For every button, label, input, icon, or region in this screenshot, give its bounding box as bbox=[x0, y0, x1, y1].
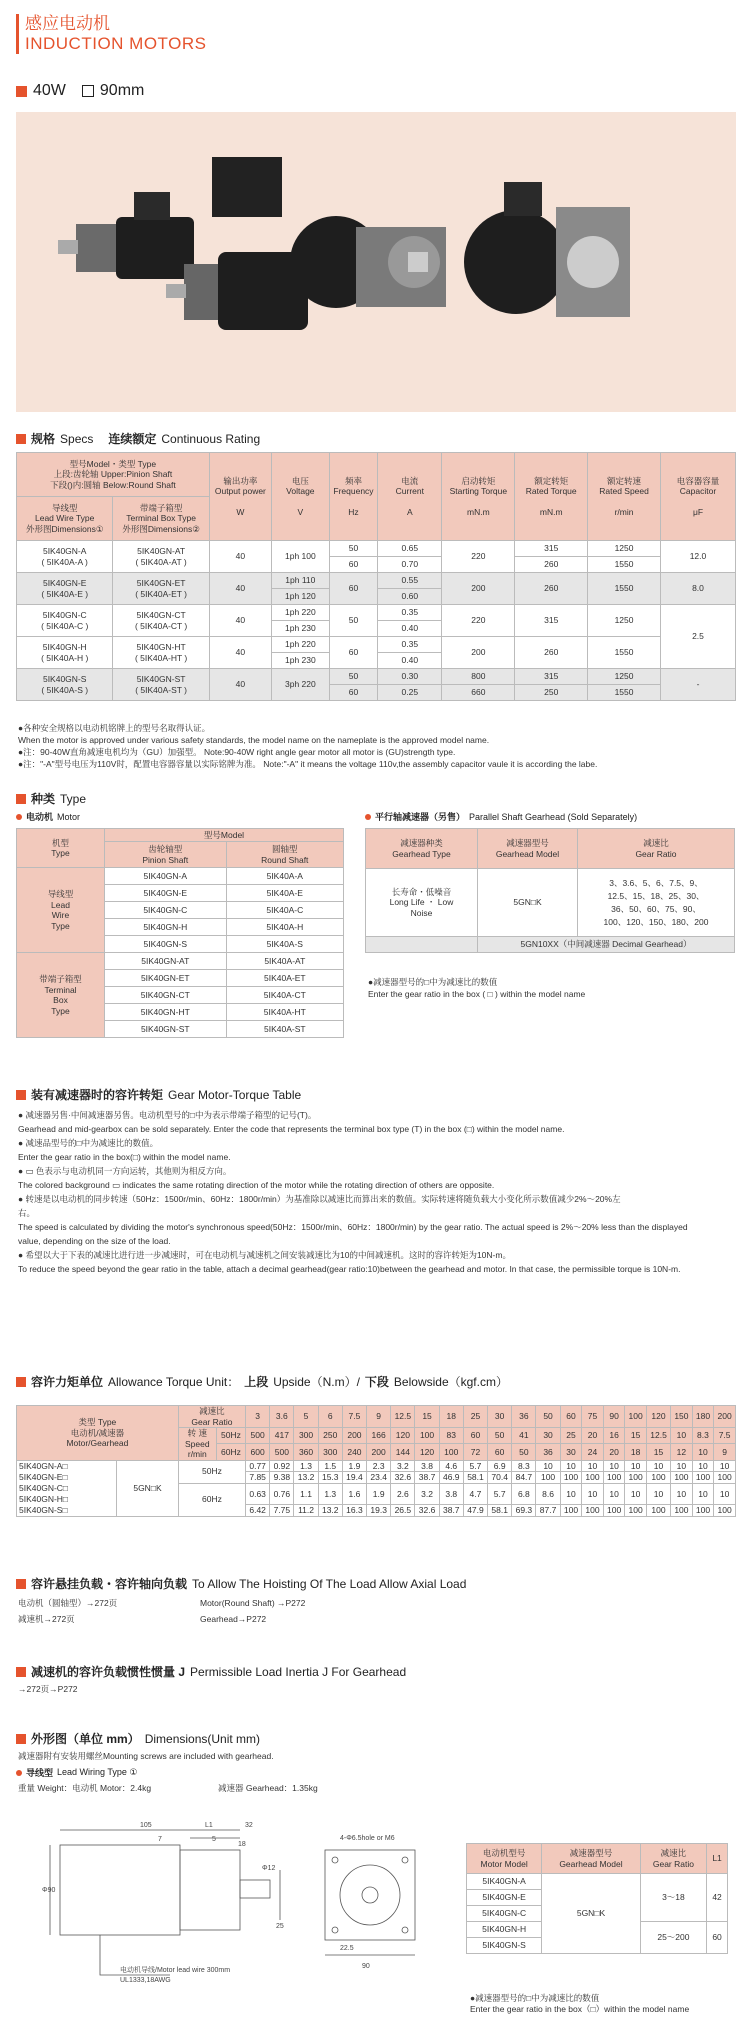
motor-image-4 bbox=[464, 182, 630, 317]
s60-cell: 144 bbox=[391, 1444, 415, 1460]
r1-cell: 3.2 bbox=[391, 1460, 415, 1472]
s60-cell: 15 bbox=[646, 1444, 670, 1460]
r2-cell: 100 bbox=[536, 1472, 560, 1484]
spec-head-freq: 频率 Frequency Hz bbox=[329, 453, 377, 541]
r3-cell: 6.8 bbox=[512, 1483, 536, 1505]
s60-cell: 12 bbox=[671, 1444, 693, 1460]
r1-cell: 10 bbox=[671, 1460, 693, 1472]
spec-head-model: 型号Model・类型 Type 上段:齿轮轴 Upper:Pinion Shaft 下段()内:圆轴 Below:Round Shaft bbox=[17, 453, 210, 497]
s50-cell: 500 bbox=[246, 1428, 270, 1444]
inertia-link: →272页→P272 bbox=[18, 1684, 78, 1694]
r1-cell: 10 bbox=[536, 1460, 560, 1472]
dimension-drawing bbox=[40, 1810, 460, 2010]
ratios-cell: 12.5 bbox=[391, 1406, 415, 1428]
s50-cell: 50 bbox=[488, 1428, 512, 1444]
spec-subtitle-en: Continuous Rating bbox=[161, 431, 261, 446]
motor-images bbox=[16, 112, 736, 412]
r2-cell: 46.9 bbox=[439, 1472, 463, 1484]
s60-cell: 18 bbox=[625, 1444, 647, 1460]
s50-cell: 15 bbox=[625, 1428, 647, 1444]
product-photo bbox=[16, 112, 736, 412]
r4-cell: 87.7 bbox=[536, 1505, 560, 1517]
s50-cell: 16 bbox=[603, 1428, 625, 1444]
r1-cell: 10 bbox=[625, 1460, 647, 1472]
s50-cell: 7.5 bbox=[714, 1428, 736, 1444]
s60-cell: 240 bbox=[342, 1444, 366, 1460]
motor-subheading: 电动机 Motor bbox=[16, 810, 80, 823]
dim-32-label: 32 bbox=[245, 1822, 253, 1829]
bullet-icon bbox=[365, 814, 371, 820]
s50-cell: 250 bbox=[318, 1428, 342, 1444]
ratios-cell: 36 bbox=[512, 1406, 536, 1428]
s60-cell: 500 bbox=[270, 1444, 294, 1460]
title-en: INDUCTION MOTORS bbox=[25, 34, 207, 53]
dim-l1-label: L1 bbox=[205, 1822, 213, 1829]
s60-cell: 60 bbox=[488, 1444, 512, 1460]
r2-cell: 13.2 bbox=[294, 1472, 318, 1484]
r3-cell: 1.3 bbox=[318, 1483, 342, 1505]
r1-cell: 10 bbox=[603, 1460, 625, 1472]
lead-type-subheading: 导线型 Lead Wiring Type ① bbox=[16, 1766, 137, 1779]
spec-head-voltage: 电压 Voltage V bbox=[271, 453, 329, 541]
r2-cell: 38.7 bbox=[415, 1472, 439, 1484]
r3-cell: 10 bbox=[714, 1483, 736, 1505]
s60-cell: 20 bbox=[603, 1444, 625, 1460]
r4-cell: 26.5 bbox=[391, 1505, 415, 1517]
r2-cell: 32.6 bbox=[391, 1472, 415, 1484]
r1-cell: 10 bbox=[714, 1460, 736, 1472]
r2-cell: 58.1 bbox=[463, 1472, 487, 1484]
spec-head-cap: 电容器容量 Capacitor μF bbox=[660, 453, 735, 541]
section-square-icon bbox=[16, 1579, 26, 1589]
r1-cell: 10 bbox=[560, 1460, 582, 1472]
r3-cell: 2.6 bbox=[391, 1483, 415, 1505]
r2-cell: 100 bbox=[603, 1472, 625, 1484]
section-square-icon bbox=[16, 1090, 26, 1100]
s50-cell: 8.3 bbox=[692, 1428, 714, 1444]
ratios-cell: 50 bbox=[536, 1406, 560, 1428]
inertia-heading: 减速机的容许负载惯性惯量 J Permissible Load Inertia J For Gearhead bbox=[16, 1663, 406, 1680]
spec-row-c: 5IK40GN-C ( 5IK40A-C ) 5IK40GN-CT ( 5IK40A-CT ) 40 1ph 220 50 0.35 220 315 1250 2.5 bbox=[17, 605, 736, 621]
s50-cell: 200 bbox=[342, 1428, 366, 1444]
r3-cell: 3.8 bbox=[439, 1483, 463, 1505]
dim-phi90-label: Φ90 bbox=[42, 1887, 56, 1894]
r3-cell: 1.6 bbox=[342, 1483, 366, 1505]
s50-cell: 41 bbox=[512, 1428, 536, 1444]
spec-row-s: 5IK40GN-S ( 5IK40A-S ) 5IK40GN-ST ( 5IK40A-ST ) 40 3ph 220 50 0.30 800 315 1250 - bbox=[17, 669, 736, 685]
frame-label: 90mm bbox=[99, 82, 145, 99]
title-cn: 感应电动机 bbox=[25, 14, 110, 33]
dim-7-label: 7 bbox=[158, 1836, 162, 1843]
r4-cell: 100 bbox=[560, 1505, 582, 1517]
s50-cell: 120 bbox=[391, 1428, 415, 1444]
spec-head-start: 启动转矩 Starting Torque mN.m bbox=[442, 453, 515, 541]
weight-motor: 重量 Weight：电动机 Motor：2.4kg bbox=[18, 1783, 152, 1793]
r2-cell: 100 bbox=[625, 1472, 647, 1484]
page-header bbox=[16, 14, 206, 54]
r4-cell: 7.75 bbox=[270, 1505, 294, 1517]
r4-cell: 6.42 bbox=[246, 1505, 270, 1517]
r2-cell: 15.3 bbox=[318, 1472, 342, 1484]
r4-cell: 100 bbox=[714, 1505, 736, 1517]
ratios-cell: 15 bbox=[415, 1406, 439, 1428]
s60-cell: 72 bbox=[463, 1444, 487, 1460]
r4-cell: 100 bbox=[625, 1505, 647, 1517]
s50-cell: 100 bbox=[415, 1428, 439, 1444]
s60-cell: 200 bbox=[367, 1444, 391, 1460]
torque-heading: 装有减速器时的容许转矩 Gear Motor-Torque Table bbox=[16, 1086, 301, 1103]
dims-gear-note: ●减速器型号的□中为减速比的数值 Enter the gear ratio in the box（□）within the model name bbox=[470, 1993, 690, 2014]
r2-cell: 7.85 bbox=[246, 1472, 270, 1484]
r3-cell: 0.63 bbox=[246, 1483, 270, 1505]
r2-cell: 100 bbox=[646, 1472, 670, 1484]
r4-cell: 19.3 bbox=[367, 1505, 391, 1517]
ratios-cell: 7.5 bbox=[342, 1406, 366, 1428]
dim-phi12-label: Φ12 bbox=[262, 1865, 276, 1872]
motor-image-1 bbox=[58, 192, 194, 279]
section-square-icon bbox=[16, 1377, 26, 1387]
r1-cell: 1.3 bbox=[294, 1460, 318, 1472]
dim-105-label: 105 bbox=[140, 1822, 152, 1829]
axial-left: 电动机（圆轴型）→272页 减速机→272页 bbox=[18, 1598, 118, 1624]
weight-gear: 减速器 Gearhead：1.35kg bbox=[218, 1783, 318, 1793]
ratios-cell: 30 bbox=[488, 1406, 512, 1428]
type-heading: 种类 Type bbox=[16, 790, 86, 807]
r2-cell: 70.4 bbox=[488, 1472, 512, 1484]
wire-label: 电动机导线/Motor lead wire 300mm bbox=[120, 1967, 231, 1974]
section-square-icon bbox=[16, 434, 26, 444]
r3-cell: 4.7 bbox=[463, 1483, 487, 1505]
power-frame-heading bbox=[16, 82, 144, 100]
s50-cell: 10 bbox=[671, 1428, 693, 1444]
dims-heading: 外形图（单位 mm） Dimensions(Unit mm) bbox=[16, 1730, 260, 1747]
ratios-cell: 3.6 bbox=[270, 1406, 294, 1428]
r2-cell: 9.38 bbox=[270, 1472, 294, 1484]
r3-cell: 10 bbox=[603, 1483, 625, 1505]
r3-cell: 1.9 bbox=[367, 1483, 391, 1505]
r3-cell: 10 bbox=[646, 1483, 670, 1505]
r4-cell: 100 bbox=[646, 1505, 670, 1517]
s60-cell: 30 bbox=[560, 1444, 582, 1460]
ratios-cell: 150 bbox=[671, 1406, 693, 1428]
dims-note: 减速器附有安装用螺丝Mounting screws are included with gearhead. bbox=[18, 1751, 274, 1761]
axial-right: Motor(Round Shaft) →P272 Gearhead→P272 bbox=[200, 1598, 306, 1624]
r4-cell: 100 bbox=[692, 1505, 714, 1517]
spec-table: 型号Model・类型 Type 上段:齿轮轴 Upper:Pinion Shaft 下段()内:圆轴 Below:Round Shaft 输出功率 Output power W 电压 Voltage V 频率 Frequency Hz 电流 Current A 启动转矩 Starting Torque mN.m 额定转矩 Rated Torque mN.m 额定转速 Rated Speed r/min 电容器容量 Capacitor μF 导线型 Lead Wire Type 外形图Dimensions① 带端子箱型 Terminal Box Type 外形图Dimensions② 5IK40GN-A ( 5IK40A-A ) 5IK40GN-AT ( 5IK40A-AT ) 40 1ph 100 50 0.65 220 315 1250 12.0 60 0.70 260 1550 5IK40GN-E ( 5IK40A-E ) 5IK40GN-ET ( 5IK40A-ET ) 40 1ph 110 60 0.55 200 260 1550 8.0 1ph 120 0.60 5IK40GN-C ( 5IK40A-C ) 5IK40GN-CT ( 5IK40A-CT ) 40 1ph 220 50 0.35 220 315 1250 2.5 1ph 230 0.40 5IK40GN-H ( 5IK40A-H ) 5IK40GN-HT ( 5IK40A-HT ) 40 1ph 220 60 0.35 200 260 1550 1ph 230 0.40 5IK40GN-S ( 5IK40A-S ) 5IK40GN-ST ( 5IK40A-ST ) 40 3ph 220 50 0.30 800 315 1250 - 60 0.25 660 250 1550 bbox=[16, 452, 736, 701]
s60-cell: 120 bbox=[415, 1444, 439, 1460]
r3-cell: 0.76 bbox=[270, 1483, 294, 1505]
s60-cell: 50 bbox=[512, 1444, 536, 1460]
ratios-cell: 25 bbox=[463, 1406, 487, 1428]
empty-square-icon bbox=[82, 85, 94, 97]
spec-row-e: 5IK40GN-E ( 5IK40A-E ) 5IK40GN-ET ( 5IK40A-ET ) 40 1ph 110 60 0.55 200 260 1550 8.0 bbox=[17, 573, 736, 589]
torque-notes: ● 减速器另售·中间减速器另售。电动机型号的□中为表示带端子箱型的记号(T)。 Gearhead and mid-gearbox can be sold separately. Enter the code that represents the terminal box type (T) in the box (□) within the model name. ● 减速品型号的□中为减速比的数值。 Enter the gear ratio in the box(□) within the model name. ● ▭ 色表示与电动机同一方向运转，其他则为相反方向。 The colored background ▭ indicates the same rotating direction of the motor while the rotating direction of others are opposite. ● 转速是以电动机的同步转速（50Hz：1500r/min、60Hz：1800r/min）为基准除以减速比而算出来的数值。实际转速将随负载大小变化所示数值减少2%～20%左 右。 The speed is calculated by dividing the motor's synchronous speed(50Hz：1500r/min、60Hz：1800r/min) by the gear ratio. The actual speed is 2%～20% less than the displayed value, depending on the size of the load. ● 希望以大于下表的减速比进行进一步减速时，可在电动机与减速机之间安装减速比为10的中间减速机。这时的容许转矩为10N-m。 To reduce the speed beyond the gear ratio in the table, attach a decimal gearhead(gear ratio:10)between the gearhead and motor. In that case, the permissible torque is 10N-m. bbox=[18, 1110, 688, 1274]
spec-row-h: 5IK40GN-H ( 5IK40A-H ) 5IK40GN-HT ( 5IK40A-HT ) 40 1ph 220 60 0.35 200 260 1550 bbox=[17, 637, 736, 653]
s50-cell: 83 bbox=[439, 1428, 463, 1444]
section-square-icon bbox=[16, 1734, 26, 1744]
ratios-cell: 90 bbox=[603, 1406, 625, 1428]
s50-cell: 300 bbox=[294, 1428, 318, 1444]
r1-cell: 1.9 bbox=[342, 1460, 366, 1472]
ratios-cell: 200 bbox=[714, 1406, 736, 1428]
ratios-cell: 3 bbox=[246, 1406, 270, 1428]
r4-cell: 38.7 bbox=[439, 1505, 463, 1517]
r1-cell: 2.3 bbox=[367, 1460, 391, 1472]
spec-head-current: 电流 Current A bbox=[378, 453, 442, 541]
dims-table: 电动机型号 Motor Model 减速器型号 Gearhead Model 减速比 Gear Ratio L1 5IK40GN-A 5GN□K 3～18 42 5IK40GN-E 5IK40GN-C 5IK40GN-H 25～200 60 5IK40GN-S bbox=[466, 1843, 728, 1954]
allow-heading: 容许力矩单位 Allowance Torque Unit： 上段 Upside（N.m）/ 下段 Belowside（kgf.cm） bbox=[16, 1373, 508, 1390]
r2-cell: 23.4 bbox=[367, 1472, 391, 1484]
r1-cell: 4.6 bbox=[439, 1460, 463, 1472]
r3-cell: 10 bbox=[582, 1483, 604, 1505]
s50-cell: 60 bbox=[463, 1428, 487, 1444]
r4-cell: 32.6 bbox=[415, 1505, 439, 1517]
r1-cell: 10 bbox=[582, 1460, 604, 1472]
filled-square-icon bbox=[16, 86, 27, 97]
spec-row-a: 5IK40GN-A ( 5IK40A-A ) 5IK40GN-AT ( 5IK40A-AT ) 40 1ph 100 50 0.65 220 315 1250 12.0 bbox=[17, 541, 736, 557]
allow-torque-table: 类型 Type 电动机/减速器 Motor/Gearhead 减速比 Gear Ratio 3 3.6 5 6 7.5 9 12.5 15 18 25 30 36 50 60 75 90 100 120 150 180 200 转 速 Speed r/min 50Hz 500 417 300 250 200 166 120 100 83 60 50 41 30 25 20 16 15 12.5 10 8.3 7.5 60Hz 600 500 360 300 240 200 144 120 100 72 60 50 36 30 24 20 18 15 12 10 9 5IK40GN-A□ 5IK40GN-E□ 5IK40GN-C□ 5IK40GN-H□ 5IK40GN-S□ 5GN□K 50Hz 0.77 0.92 1.3 1.5 1.9 2.3 3.2 3.8 4.6 5.7 6.9 8.3 10 10 10 10 10 10 10 10 10 7.85 9.38 13.2 15.3 19.4 23.4 32.6 38.7 46.9 58.1 70.4 84.7 100 100 100 100 100 100 100 100 100 60Hz 0.63 0.76 1.1 1.3 1.6 1.9 2.6 3.2 3.8 4.7 5.7 6.8 8.6 10 10 10 10 10 10 10 10 6.42 7.75 11.2 13.2 16.3 19.3 26.5 32.6 38.7 47.9 58.1 69.3 87.7 100 100 100 100 100 100 100 100 bbox=[16, 1405, 736, 1517]
ratios-cell: 75 bbox=[582, 1406, 604, 1428]
s50-cell: 12.5 bbox=[646, 1428, 670, 1444]
s60-cell: 24 bbox=[582, 1444, 604, 1460]
r4-cell: 100 bbox=[603, 1505, 625, 1517]
ratios-cell: 100 bbox=[625, 1406, 647, 1428]
r1-cell: 10 bbox=[646, 1460, 670, 1472]
spec-head-term: 带端子箱型 Terminal Box Type 外形图Dimensions② bbox=[113, 497, 209, 541]
r2-cell: 100 bbox=[692, 1472, 714, 1484]
r3-cell: 10 bbox=[560, 1483, 582, 1505]
r1-cell: 3.8 bbox=[415, 1460, 439, 1472]
s60-cell: 360 bbox=[294, 1444, 318, 1460]
s50-cell: 417 bbox=[270, 1428, 294, 1444]
r3-cell: 10 bbox=[692, 1483, 714, 1505]
r3-cell: 1.1 bbox=[294, 1483, 318, 1505]
dim-22-5-label: 22.5 bbox=[340, 1945, 354, 1952]
gear-note: ●减速器型号的□中为减速比的数值 Enter the gear ratio in the box ( □ ) within the model name bbox=[368, 977, 586, 999]
r1-cell: 1.5 bbox=[318, 1460, 342, 1472]
r1-cell: 0.92 bbox=[270, 1460, 294, 1472]
r1-cell: 6.9 bbox=[488, 1460, 512, 1472]
spec-heading bbox=[16, 430, 260, 447]
ratios-cell: 5 bbox=[294, 1406, 318, 1428]
gear-subheading: 平行轴减速器（另售） Parallel Shaft Gearhead (Sold Separately) bbox=[365, 810, 637, 823]
section-square-icon bbox=[16, 794, 26, 804]
ratios-cell: 180 bbox=[692, 1406, 714, 1428]
dim-25-label: 25 bbox=[276, 1923, 284, 1930]
r1-cell: 5.7 bbox=[463, 1460, 487, 1472]
r4-cell: 16.3 bbox=[342, 1505, 366, 1517]
motor-type-table: 机型 Type 型号Model 齿轮轴型 Pinion Shaft 圆轴型 Round Shaft 导线型 Lead Wire Type 5IK40GN-A 5IK40A-A 5IK40GN-E 5IK40A-E 5IK40GN-C 5IK40A-C 5IK40GN-H 5IK40A-H 5IK40GN-S 5IK40A-S 带端子箱型 Terminal Box Type 5IK40GN-AT 5IK40A-AT 5IK40GN-ET 5IK40A-ET 5IK40GN-CT 5IK40A-CT 5IK40GN-HT 5IK40A-HT 5IK40GN-ST 5IK40A-ST bbox=[16, 828, 344, 1038]
bullet-icon bbox=[16, 1770, 22, 1776]
dim-90-label: 90 bbox=[362, 1963, 370, 1970]
spec-notes: ●各种安全规格以电动机铭牌上的型号名取得认证。 When the motor is approved under various safety standards, the model name on the nameplate is the approved model name. ●注：90-40W直角减速电机均为（GU）加强型。 Note:90-40W right angle gear motor all motor is (GU)strength type. ●注："-A"型号电压为110V时，配置电容器容量以实际铭牌为准。 Note:"-A" it means the voltage 110v,the assembly capacitor vaule it is according the labe. bbox=[18, 723, 598, 769]
s60-cell: 10 bbox=[692, 1444, 714, 1460]
r3-cell: 8.6 bbox=[536, 1483, 560, 1505]
r3-cell: 3.2 bbox=[415, 1483, 439, 1505]
s60-cell: 9 bbox=[714, 1444, 736, 1460]
r2-cell: 100 bbox=[582, 1472, 604, 1484]
s50-cell: 30 bbox=[536, 1428, 560, 1444]
s60-cell: 600 bbox=[246, 1444, 270, 1460]
s50-cell: 20 bbox=[582, 1428, 604, 1444]
s50-cell: 166 bbox=[367, 1428, 391, 1444]
r4-cell: 100 bbox=[671, 1505, 693, 1517]
r2-cell: 100 bbox=[560, 1472, 582, 1484]
motor-image-3 bbox=[290, 216, 446, 308]
r2-cell: 84.7 bbox=[512, 1472, 536, 1484]
s50-cell: 25 bbox=[560, 1428, 582, 1444]
ul-label: UL1333,18AWG bbox=[120, 1977, 171, 1984]
dim-hole-label: 4-Φ6.5hole or M6 bbox=[340, 1835, 395, 1842]
spec-title-en: Specs bbox=[60, 431, 94, 446]
r3-cell: 10 bbox=[671, 1483, 693, 1505]
s60-cell: 36 bbox=[536, 1444, 560, 1460]
r2-cell: 100 bbox=[714, 1472, 736, 1484]
r1-cell: 10 bbox=[692, 1460, 714, 1472]
gearhead-type-table: 减速器种类 Gearhead Type 减速器型号 Gearhead Model 减速比 Gear Ratio 长寿命・低噪音 Long Life ・ Low Noise 5GN□K 3、3.6、5、6、7.5、9、 12.5、15、18、25、30、 36、50、60、75、90、 100、120、150、180、200 5GN10XX（中间减速器 Decimal Gearhead） bbox=[365, 828, 735, 953]
spec-subtitle-cn: 连续额定 bbox=[108, 432, 157, 446]
bullet-icon bbox=[16, 814, 22, 820]
ratios-cell: 60 bbox=[560, 1406, 582, 1428]
ratios-cell: 9 bbox=[367, 1406, 391, 1428]
r4-cell: 58.1 bbox=[488, 1505, 512, 1517]
ratios-cell: 18 bbox=[439, 1406, 463, 1428]
power-label: 40W bbox=[33, 82, 66, 99]
r1-cell: 0.77 bbox=[246, 1460, 270, 1472]
r4-cell: 11.2 bbox=[294, 1505, 318, 1517]
spec-head-lead: 导线型 Lead Wire Type 外形图Dimensions① bbox=[17, 497, 113, 541]
s60-cell: 100 bbox=[439, 1444, 463, 1460]
section-square-icon bbox=[16, 1667, 26, 1677]
s60-cell: 300 bbox=[318, 1444, 342, 1460]
r4-cell: 69.3 bbox=[512, 1505, 536, 1517]
r1-cell: 8.3 bbox=[512, 1460, 536, 1472]
spec-title-cn: 规格 bbox=[31, 432, 56, 446]
r2-cell: 100 bbox=[671, 1472, 693, 1484]
r4-cell: 100 bbox=[582, 1505, 604, 1517]
r2-cell: 19.4 bbox=[342, 1472, 366, 1484]
r4-cell: 47.9 bbox=[463, 1505, 487, 1517]
spec-head-rspeed: 额定转速 Rated Speed r/min bbox=[588, 453, 661, 541]
spec-head-rtorque: 额定转矩 Rated Torque mN.m bbox=[515, 453, 588, 541]
ratios-cell: 6 bbox=[318, 1406, 342, 1428]
r3-cell: 5.7 bbox=[488, 1483, 512, 1505]
axial-heading: 容许悬挂负载・容许轴向负载 To Allow The Hoisting Of The Load Allow Axial Load bbox=[16, 1575, 466, 1592]
r3-cell: 10 bbox=[625, 1483, 647, 1505]
dim-5-label: 5 bbox=[212, 1836, 216, 1843]
spec-head-output: 输出功率 Output power W bbox=[209, 453, 271, 541]
r4-cell: 13.2 bbox=[318, 1505, 342, 1517]
dim-18-label: 18 bbox=[238, 1841, 246, 1848]
ratios-cell: 120 bbox=[646, 1406, 670, 1428]
